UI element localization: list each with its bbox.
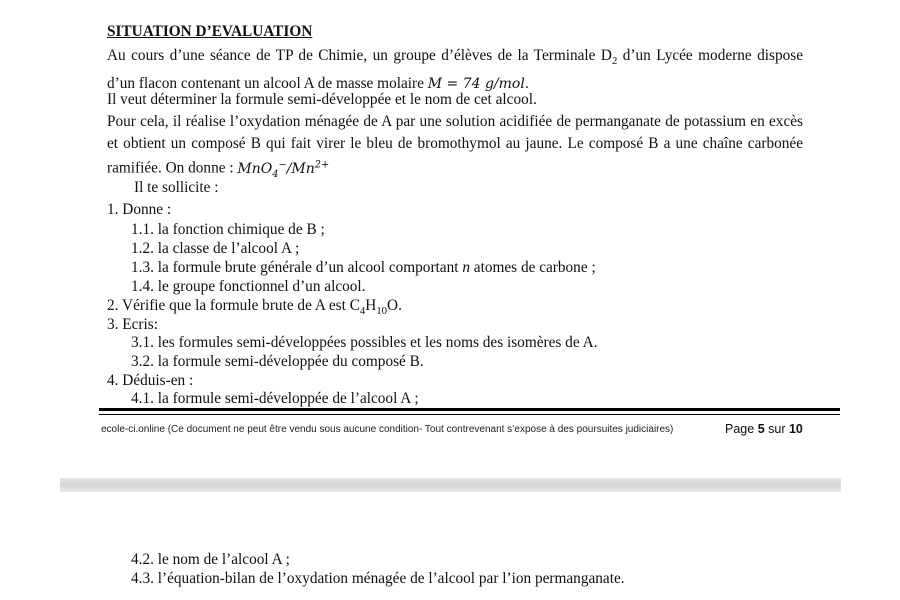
question-3-2: 3.2. la formule semi-développée du composé B. [131,353,424,370]
intro-text-1: Au cours d’une séance de TP de Chimie, un groupe d’élèves de la Terminale D [107,47,612,64]
page-current: 5 [757,422,765,436]
couple-ox: MnO [237,160,273,177]
page-sep: sur [768,422,786,436]
question-1-4: 1.4. le groupe fonctionnel d’un alcool. [131,278,366,295]
couple-red: /Mn [286,160,315,177]
class-subscript: 2 [611,55,618,68]
formula-sub-h: 10 [376,305,388,318]
redox-couple [237,159,330,180]
footer-rule-thick [99,408,840,411]
page-separator-band [60,478,841,492]
question-1-3-end: atomes de carbone ; [469,259,596,276]
sollicite-line: Il te sollicite : [134,179,219,196]
molar-mass: M = 74 g/mol. [427,75,530,92]
couple-red-sup: 2+ [314,159,330,170]
question-4-3: 4.3. l’équation-bilan de l’oxydation ménagée de l’alcool par l’ion permanganate. [131,570,625,587]
couple-sup: − [278,159,287,170]
intro-text-1-rest: d’un Lycée moderne dispose d’un flacon contenant un alcool A de masse molaire [107,47,803,92]
question-1-2: 1.2. la classe de l’alcool A ; [131,240,300,257]
question-1-3-text: 1.3. la formule brute générale d’un alcool comportant [131,259,463,276]
variable-n: n [462,259,470,276]
formula-h: H [365,297,377,314]
intro-paragraph-3 [107,111,803,185]
footer-notice: ecole-ci.online (Ce document ne peut être vendu sous aucune condition- Tout contrevenant s’expose à des poursuites judiciaires) [101,424,674,435]
question-2-text: 2. Vérifie que la formule brute de A est C [107,297,360,314]
formula-sub-c: 4 [359,305,366,318]
question-4: 4. Déduis-en : [107,372,194,389]
page-total: 10 [788,422,803,436]
intro-paragraph-2: Il veut déterminer la formule semi-développée et le nom de cet alcool. [107,91,537,108]
formula-o: O. [387,297,402,314]
couple-sub: 4 [272,168,279,180]
page-label: Page [725,422,755,436]
footer-rule-thin [99,414,840,415]
question-3: 3. Ecris: [107,316,158,333]
question-1-3 [131,258,596,278]
question-4-1: 4.1. la formule semi-développée de l’alcool A ; [131,390,419,407]
question-4-2: 4.2. le nom de l’alcool A ; [131,551,290,568]
question-1-1: 1.1. la fonction chimique de B ; [131,221,325,238]
intro-text-3: Pour cela, il réalise l’oxydation ménagée de A par une solution acidifiée de permanganate de potassium en excès et obtient un composé B qui fait virer le bleu de bromothymol au jaune. Le composé B a une chaîne carbonée ramifiée. On donne : [107,113,803,177]
question-3-1: 3.1. les formules semi-développées possibles et les noms des isomères de A. [131,334,598,351]
intro-paragraph-1 [107,45,803,95]
page-number [725,422,803,436]
section-title: SITUATION D’EVALUATION [107,23,313,40]
question-1: 1. Donne : [107,201,172,218]
